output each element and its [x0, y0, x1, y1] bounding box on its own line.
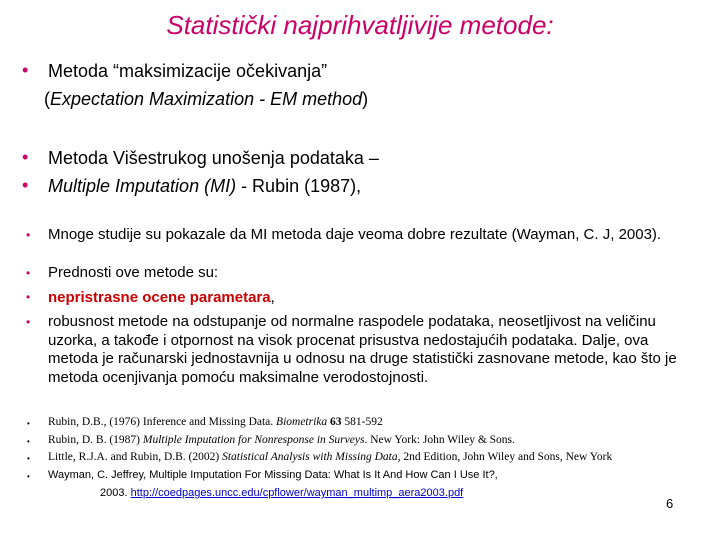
- bullet-robustness: •: [26, 315, 31, 329]
- bullet-ref-2: •: [27, 437, 30, 446]
- advantages-text: Prednosti ove metode su:: [48, 264, 219, 281]
- bullet-studies: •: [26, 228, 31, 242]
- bullet-mi-2: •: [22, 175, 29, 195]
- bullet-ref-3: •: [27, 454, 30, 463]
- bullet-advantages: •: [26, 266, 31, 280]
- mi-line2: Multiple Imputation (MI) - Rubin (1987),: [48, 176, 362, 196]
- em-line1: Metoda “maksimizacije očekivanja”: [48, 61, 328, 81]
- wayman-paper-link[interactable]: http://coedpages.uncc.edu/cpflower/wayman_multimp_aera2003.pdf: [130, 487, 464, 499]
- bullet-unbiased: •: [26, 290, 31, 304]
- bullet-ref-1: •: [27, 419, 30, 428]
- em-line2: (Expectation Maximization - EM method): [44, 89, 369, 109]
- reference-2: Rubin, D. B. (1987) Multiple Imputation for Nonresponse in Surveys. New York: John Wiley & Sons.: [48, 434, 515, 446]
- slide-title: Statistički najprihvatljivije metode:: [166, 10, 554, 40]
- reference-4: Wayman, C. Jeffrey, Multiple Imputation For Missing Data: What Is It And How Can I Use It?,: [48, 469, 498, 481]
- reference-1: Rubin, D.B., (1976) Inference and Missing Data. Biometrika 63 581-592: [48, 416, 383, 428]
- reference-4-line2: 2003. http://coedpages.uncc.edu/cpflower/wayman_multimp_aera2003.pdf: [100, 487, 464, 499]
- reference-3: Little, R.J.A. and Rubin, D.B. (2002) Statistical Analysis with Missing Data, 2nd Edition, John Wiley and Sons, New York: [48, 451, 613, 463]
- page-number: 6: [666, 496, 674, 511]
- robustness-text: robusnost metode na odstupanje od normalne raspodele podataka, neosetljivost na veličinu uzorka, a takođe i otpornost na visok procenat prisustva nedostajućih podataka. Dalje, ova metoda je računarski jednostavnija u odnosu na druge statistički zasnovane metode, kao što je metoda ocenjivanja pomoću maksimalne verodostojnosti.: [48, 313, 677, 386]
- unbiased-text: nepristrasne ocene parametara,: [48, 289, 275, 306]
- bullet-mi-1: •: [22, 147, 29, 167]
- bullet-em: •: [22, 60, 29, 80]
- bullet-ref-4: •: [27, 472, 30, 481]
- mi-line1: Metoda Višestrukog unošenja podataka –: [48, 148, 379, 168]
- studies-text: Mnoge studije su pokazale da MI metoda daje veoma dobre rezultate (Wayman, C. J, 2003).: [48, 226, 662, 243]
